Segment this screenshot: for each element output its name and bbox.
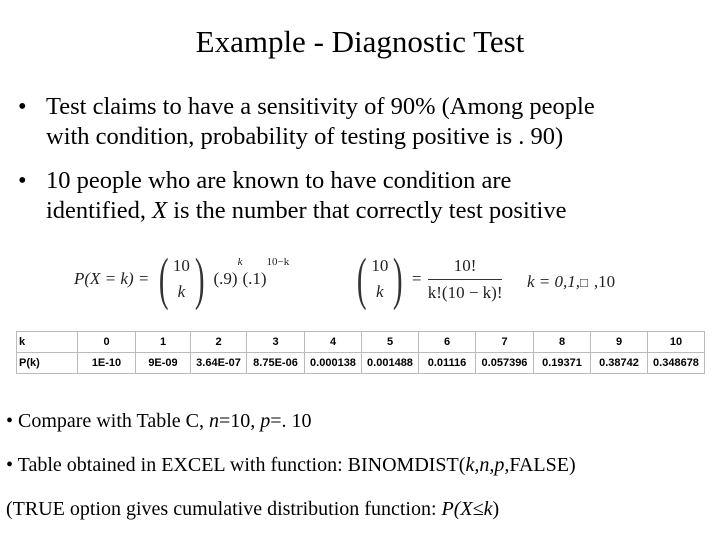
bullet-line: with condition, probability of testing positive is . 90)	[46, 123, 564, 150]
bullet-line: Test claims to have a sensitivity of 90% (Among people	[46, 93, 595, 120]
bullet-line: 10 people who are known to have condition are	[46, 167, 512, 194]
bullet-glyph: •	[18, 93, 27, 120]
compare-note: • Compare with Table C, n=10, p=. 10	[6, 410, 312, 432]
excel-note: • Table obtained in EXCEL with function: BINOMDIST(k,n,p,FALSE)	[6, 454, 576, 476]
pmf-exponent: 10−k	[266, 255, 290, 268]
binomial-probability-table	[16, 331, 705, 374]
slide-title: Example - Diagnostic Test	[195, 24, 525, 59]
binomial-coefficient-formula: ( 10 k ) = $\frac{10!}{k!(10 - k)!}$	[356, 246, 503, 311]
bullet-people	[18, 166, 698, 226]
pmf-factor: (.1)	[242, 269, 267, 288]
table-row: P(k) 1E-10 9E-09 3.64E-07 8.75E-06 0.000138 0.001488 0.01116 0.057396 0.19371 0.38742 0.348678	[17, 353, 705, 374]
k-range: k = 0,1,□ ,10	[527, 272, 616, 291]
bullet-line: identified, X is the number that correctly test positive	[46, 197, 567, 224]
binomial-pmf-formula: P(X = k) = ( 10 k ) $(.9)^k(.1)^{10-k}$	[74, 246, 290, 311]
pmf-factor: (.9)	[213, 269, 238, 288]
pmf-exponent: k	[237, 255, 243, 268]
pmf-lhs: P(X = k) =	[74, 269, 150, 288]
cumulative-note: (TRUE option gives cumulative distribution function: P(X≤k)	[6, 498, 500, 520]
binomial-coefficient: 10 k	[172, 256, 190, 301]
table-row: k 0 1 2 3 4 5 6 7 8 9 10	[17, 332, 705, 353]
factorial-fraction: $\frac{10!}{k!(10 - k)!}$	[428, 253, 503, 306]
bullet-glyph: •	[18, 167, 27, 194]
bullet-sensitivity	[18, 92, 698, 152]
